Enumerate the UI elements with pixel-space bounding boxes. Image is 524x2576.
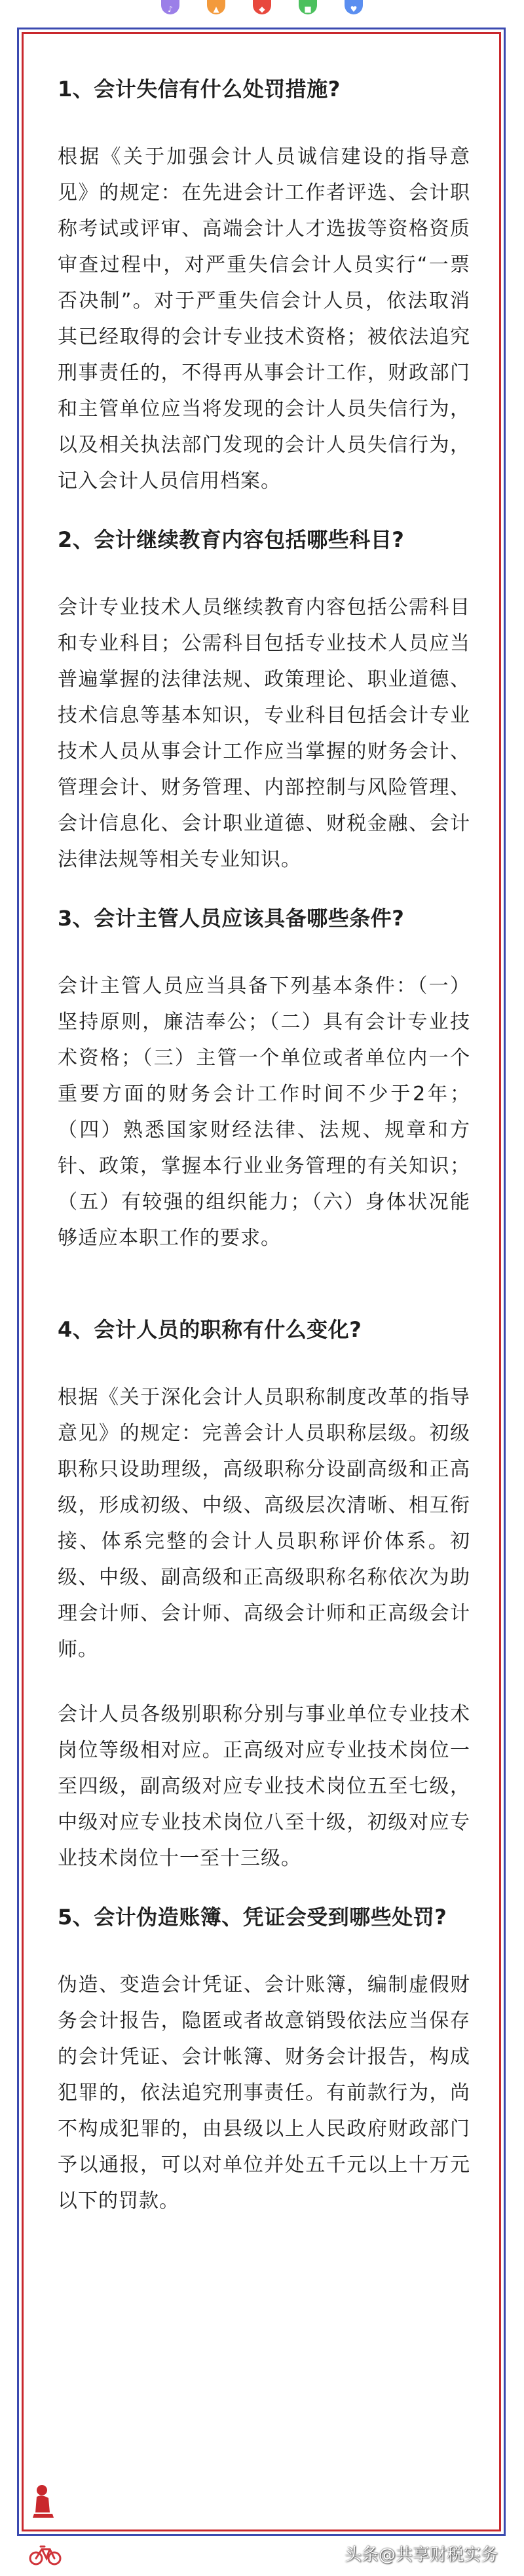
answer-5-paragraph: 伪造、变造会计凭证、会计账簿，编制虚假财务会计报告，隐匿或者故意销毁依法应当保存的会计凭证、会计帐簿、财务会计报告，构成犯罪的，依法追究刑事责任。有前款行为，尚不构成犯罪的，由县级以上人民政府财政部门予以通报，可以对单位并处五千元以上十万元以下的罚款。	[58, 1973, 470, 2212]
answer-4-paragraph-1: 根据《关于深化会计人员职称制度改革的指导意见》的规定：完善会计人员职称层级。初级职称只设助理级，高级职称分设副高级和正高级，形成初级、中级、高级层次清晰、相互衔接、体系完整的会计人员职称评价体系。初级、中级、副高级和正高级职称名称依次为助理会计师、会计师、高级会计师和正高级会计师。	[58, 1386, 470, 1661]
top-icon-bar	[0, 0, 524, 18]
question-5-heading: 5、会计伪造账簿、凭证会受到哪些处罚?	[58, 1905, 447, 1930]
answer-3-paragraph: 会计主管人员应当具备下列基本条件：（一）坚持原则，廉洁奉公；（二）具有会计专业技术资格；（三）主管一个单位或者单位内一个重要方面的财务会计工作时间不少于2年；（四）熟悉国家财经法律、法规、规章和方针、政策，掌握本行业业务管理的有关知识；（五）有较强的组织能力；（六）身体状况能够适应本职工作的要求。	[58, 975, 470, 1250]
square-icon[interactable]: ■	[299, 0, 317, 14]
question-3-heading: 3、会计主管人员应该具备哪些条件?	[58, 906, 405, 931]
article-content	[58, 39, 470, 2219]
question-2-heading: 2、会计继续教育内容包括哪些科目?	[58, 527, 405, 552]
answer-2-paragraph: 会计专业技术人员继续教育内容包括公需科目和专业科目；公需科目包括专业技术人员应当普遍掌握的法律法规、政策理论、职业道德、技术信息等基本知识，专业科目包括会计专业技术人员从事会计工作应当掌握的财务会计、管理会计、财务管理、内部控制与风险管理、会计信息化、会计职业道德、财税金融、会计法律法规等相关专业知识。	[58, 596, 470, 871]
triangle-icon[interactable]: ▲	[207, 0, 225, 14]
question-1-heading: 1、会计失信有什么处罚措施?	[58, 77, 341, 102]
music-icon[interactable]: ♪	[161, 0, 179, 14]
answer-4-paragraph-2: 会计人员各级别职称分别与事业单位专业技术岗位等级相对应。正高级对应专业技术岗位一至四级，副高级对应专业技术岗位五至七级，中级对应专业技术岗位八至十级，初级对应专业技术岗位十一至十三级。	[58, 1703, 470, 1870]
answer-1-paragraph: 根据《关于加强会计人员诚信建设的指导意见》的规定：在先进会计工作者评选、会计职称考试或评审、高端会计人才选拔等资格资质审查过程中，对严重失信会计人员实行“一票否决制”。对于严重失信会计人员，依法取消其已经取得的会计专业技术资格；被依法追究刑事责任的，不得再从事会计工作，财政部门和主管单位应当将发现的会计人员失信行为，以及相关执法部门发现的会计人员失信行为，记入会计人员信用档案。	[58, 145, 470, 493]
heart-icon[interactable]: ♥	[345, 0, 363, 14]
diamond-icon[interactable]: ◆	[253, 0, 271, 14]
decorative-figure-icon	[30, 2482, 59, 2519]
question-4-heading: 4、会计人员的职称有什么变化?	[58, 1317, 362, 1342]
bicycle-icon	[29, 2543, 62, 2566]
watermark-text: 头条@共享财税实务	[344, 2545, 498, 2565]
